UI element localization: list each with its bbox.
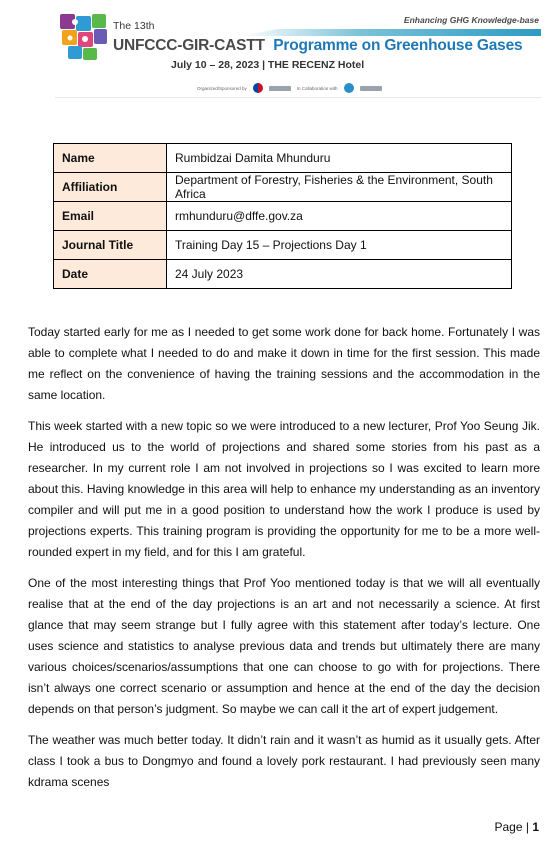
tagline-strip (241, 29, 541, 36)
page-footer (495, 820, 540, 834)
banner-divider (55, 97, 541, 98)
header-banner (55, 10, 541, 98)
puzzle-logo-icon (58, 12, 110, 62)
email-value: rmhunduru@dffe.gov.za (167, 202, 512, 231)
date-label: Date (54, 260, 167, 289)
table-row (54, 231, 512, 260)
paragraph-2: This week started with a new topic so we were introduced to a new lecturer, Prof Yoo Seung Jik. He introduced us to the world of projections and shared some stories from his past as a researcher. In my current role I am not involved in projections so I was excited to learn more about this. Having knowledge in this area will help to enhance my understanding as an inventory compiler and will put me in a good position to understand how the work I produce is used by projections experts. This training program is providing the opportunity for me to be a more well-rounded expert in my field, and for this I am grateful. (28, 419, 540, 559)
date-value: 24 July 2023 (167, 260, 512, 289)
korea-emblem-icon (253, 83, 263, 93)
page-number: 1 (532, 820, 539, 834)
unfccc-logo-icon (360, 86, 382, 91)
banner-title (113, 37, 522, 55)
sponsor-label-2: In Collaboration with (296, 85, 338, 91)
table-row (54, 260, 512, 289)
journal-title-label: Journal Title (54, 231, 167, 260)
un-emblem-icon (344, 83, 354, 93)
journal-body (28, 322, 540, 803)
name-label: Name (54, 144, 167, 173)
paragraph-3: One of the most interesting things that Prof Yoo mentioned today is that we will all eventually realise that at the end of the day projections is an art and not necessarily a science. At first glance that may seem strange but I fully agree with this statement after today’s lecture. One uses science and statistics to analyse previous data and trends but ultimately there are many various choices/scenarios/assumptions that one can choose to go with for projections. There isn’t always one correct scenario or assumption and hence at the end of the day the decision depends on that person’s judgment. So maybe we can call it the art of expert judgement. (28, 576, 540, 716)
journal-title-value: Training Day 15 – Projections Day 1 (167, 231, 512, 260)
email-label: Email (54, 202, 167, 231)
programme-name: Programme on Greenhouse Gases (273, 37, 523, 54)
table-row (54, 202, 512, 231)
page-label: Page | (494, 820, 533, 834)
ministry-logo-icon (269, 86, 291, 91)
sponsor-label-1: Organized/Sponsored by (197, 85, 247, 91)
tagline: Enhancing GHG Knowledge-base (403, 15, 539, 25)
org-name: UNFCCC-GIR-CASTT (113, 37, 265, 54)
edition-label: The 13th (113, 20, 155, 32)
table-row (54, 144, 512, 173)
sponsor-logos (197, 81, 382, 95)
table-row (54, 173, 512, 202)
affiliation-value: Department of Forestry, Fisheries & the Environment, South Africa (167, 173, 512, 202)
paragraph-1: Today started early for me as I needed to get some work done for back home. Fortunately I was able to complete what I needed to do and make it down in time for the first session. This made me reflect on the convenience of having the training sessions and the accommodation in the same location. (28, 325, 540, 402)
affiliation-label: Affiliation (54, 173, 167, 202)
participant-info-table (53, 143, 512, 289)
paragraph-4: The weather was much better today. It didn’t rain and it wasn’t as humid as it usually gets. After class I took a bus to Dongmyo and found a lovely pork restaurant. I had previously seen many kdrama scenes (28, 733, 540, 789)
name-value: Rumbidzai Damita Mhunduru (167, 144, 512, 173)
event-dates: July 10 – 28, 2023 | THE RECENZ Hotel (171, 59, 365, 71)
